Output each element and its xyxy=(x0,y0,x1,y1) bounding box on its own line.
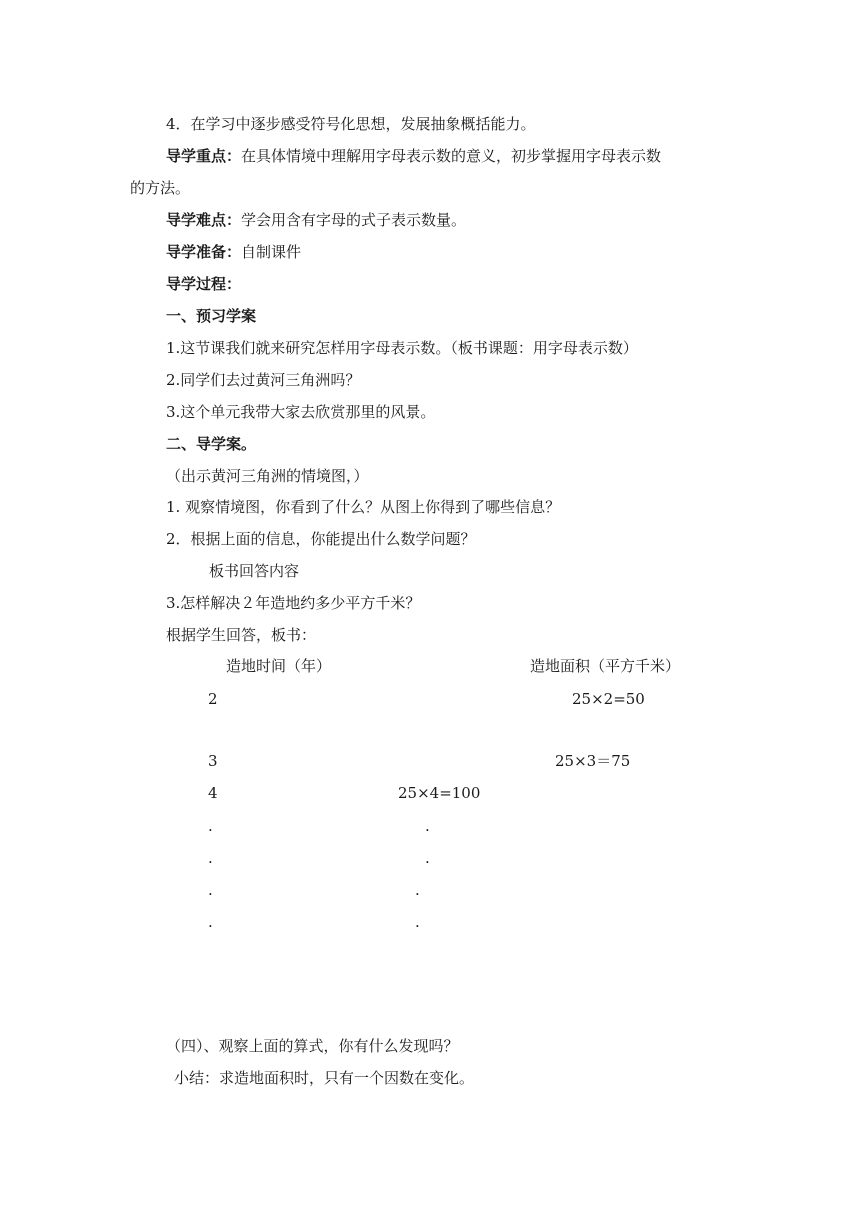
table-area-ellipsis: . xyxy=(425,849,430,867)
board-note: 板书回答内容 xyxy=(209,562,300,580)
difficulty-line xyxy=(166,210,466,230)
table-area-ellipsis: . xyxy=(415,913,420,931)
objective-item-4: 4．在学习中逐步感受符号化思想，发展抽象概括能力。 xyxy=(166,115,536,133)
table-year-ellipsis: . xyxy=(208,817,213,835)
process-label: 导学过程： xyxy=(166,275,242,293)
table-area-cell: 25×3＝75 xyxy=(555,752,631,770)
section1-heading: 一、预习学案 xyxy=(166,307,257,325)
section1-item-3: 3.这个单元我带大家去欣赏那里的风景。 xyxy=(166,403,436,421)
table-year-cell: 4 xyxy=(208,784,218,802)
section2-intro: （出示黄河三角洲的情境图，） xyxy=(166,467,369,485)
table-area-cell: 25×4=100 xyxy=(398,784,481,802)
table-area-ellipsis: . xyxy=(425,817,430,835)
key-point-text: 在具体情境中理解用字母表示数的意义，初步掌握用字母表示数 xyxy=(241,147,662,165)
table-area-ellipsis: . xyxy=(415,881,420,899)
table-year-ellipsis: . xyxy=(208,849,213,867)
section2-question-1: 1. 观察情境图，你看到了什么？从图上你得到了哪些信息？ xyxy=(166,498,561,516)
key-point-label: 导学重点： xyxy=(166,147,242,165)
key-point-line xyxy=(166,146,661,166)
answer-intro: 根据学生回答，板书： xyxy=(166,626,317,644)
section1-item-1: 1.这节课我们就来研究怎样用字母表示数。（板书课题：用字母表示数） xyxy=(166,339,638,357)
key-point-continuation: 的方法。 xyxy=(130,179,191,197)
difficulty-label: 导学难点： xyxy=(166,211,242,229)
section2-question-2: 2．根据上面的信息，你能提出什么数学问题？ xyxy=(166,530,476,548)
table-year-cell: 2 xyxy=(208,690,218,708)
section4-summary: 小结：求造地面积时，只有一个因数在变化。 xyxy=(174,1069,475,1087)
section1-item-2: 2.同学们去过黄河三角洲吗？ xyxy=(166,371,361,389)
table-header-area: 造地面积（平方千米） xyxy=(530,657,681,675)
table-year-ellipsis: . xyxy=(208,913,213,931)
table-header-time: 造地时间（年） xyxy=(226,657,332,675)
difficulty-text: 学会用含有字母的式子表示数量。 xyxy=(241,211,467,229)
table-year-ellipsis: . xyxy=(208,881,213,899)
preparation-line xyxy=(166,242,301,262)
section4-heading: （四）、观察上面的算式，你有什么发现吗？ xyxy=(166,1037,459,1055)
preparation-text: 自制课件 xyxy=(241,243,302,261)
section2-heading: 二、导学案。 xyxy=(166,435,257,453)
table-area-cell: 25×2=50 xyxy=(572,690,645,708)
section2-question-3: 3.怎样解决２年造地约多少平方千米？ xyxy=(166,594,421,612)
table-year-cell: 3 xyxy=(208,752,218,770)
preparation-label: 导学准备： xyxy=(166,243,242,261)
